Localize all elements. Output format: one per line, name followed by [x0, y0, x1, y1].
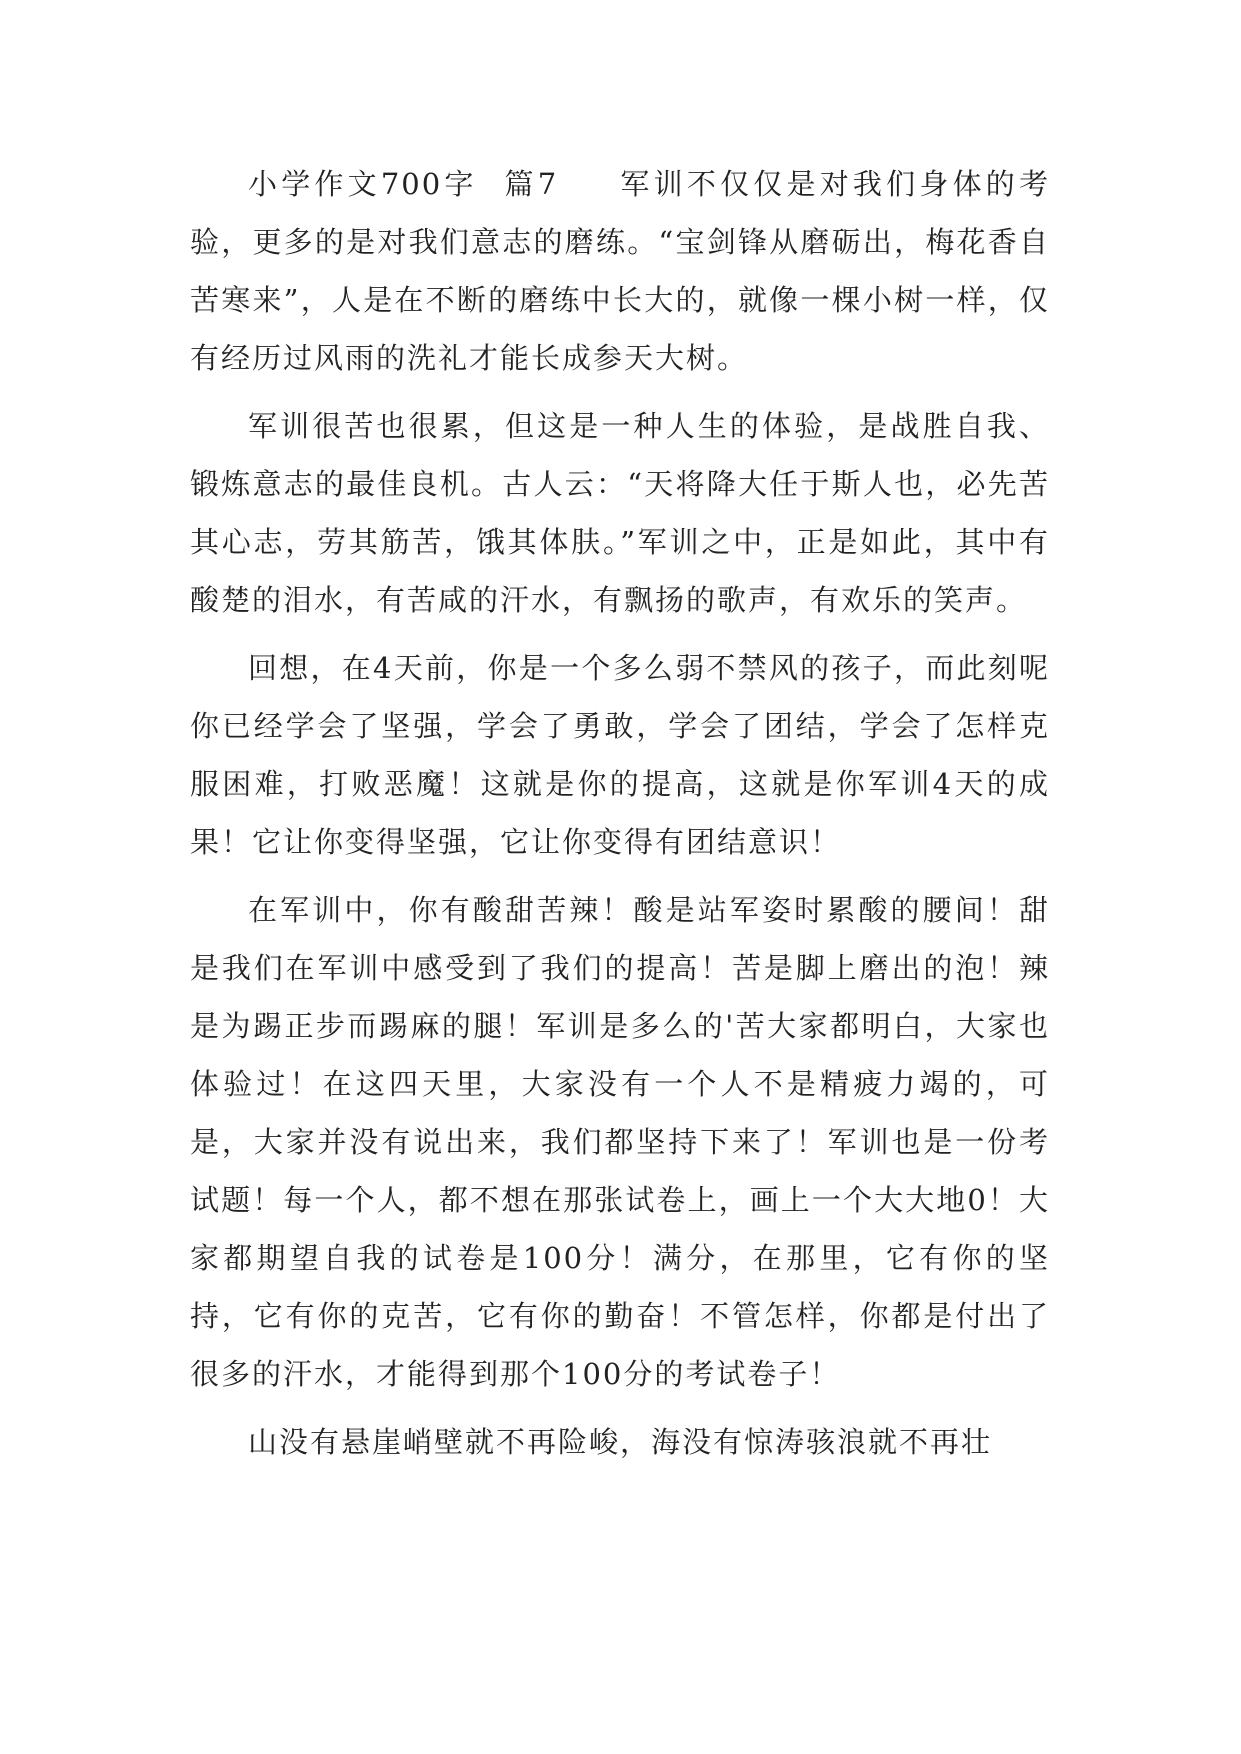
paragraph-2: 军训很苦也很累，但这是一种人生的体验，是战胜自我、锻炼意志的最佳良机。古人云：“天将降大任于斯人也，必先苦其心志，劳其筋苦，饿其体肤。”军训之中，正是如此，其中有酸楚的泪水，有苦咸的汗水，有飘扬的歌声，有欢乐的笑声。 — [190, 409, 1050, 617]
document-body — [190, 155, 1050, 1471]
paragraph-4: 在军训中，你有酸甜苦辣！酸是站军姿时累酸的腰间！甜是我们在军训中感受到了我们的提高！苦是脚上磨出的泡！辣是为踢正步而踢麻的腿！军训是多么的'苦大家都明白，大家也体验过！在这四天里，大家没有一个人不是精疲力竭的，可是，大家并没有说出来，我们都坚持下来了！军训也是一份考试题！每一个人，都不想在那张试卷上，画上一个大大地0！大家都期望自我的试卷是100分！满分，在那里，它有你的坚持，它有你的克苦，它有你的勤奋！不管怎样，你都是付出了很多的汗水，才能得到那个100分的考试卷子！ — [190, 893, 1050, 1391]
paragraph-3: 回想，在4天前，你是一个多么弱不禁风的孩子，而此刻呢你已经学会了坚强，学会了勇敢，学会了团结，学会了怎样克服困难，打败恶魔！这就是你的提高，这就是你军训4天的成果！它让你变得坚强，它让你变得有团结意识！ — [190, 651, 1050, 859]
document-title: 小学作文700字 — [248, 167, 478, 201]
paragraph-intro — [190, 155, 1050, 387]
paragraph-5: 山没有悬崖峭壁就不再险峻，海没有惊涛骇浪就不再壮 — [248, 1425, 993, 1459]
section-label: 篇7 — [504, 167, 559, 201]
paragraph-1-text: 军训不仅仅是对我们身体的考验，更多的是对我们意志的磨练。“宝剑锋从磨砺出，梅花香自苦寒来”，人是在不断的磨练中长大的，就像一棵小树一样，仅有经历过风雨的洗礼才能长成参天大树。 — [190, 167, 1051, 375]
